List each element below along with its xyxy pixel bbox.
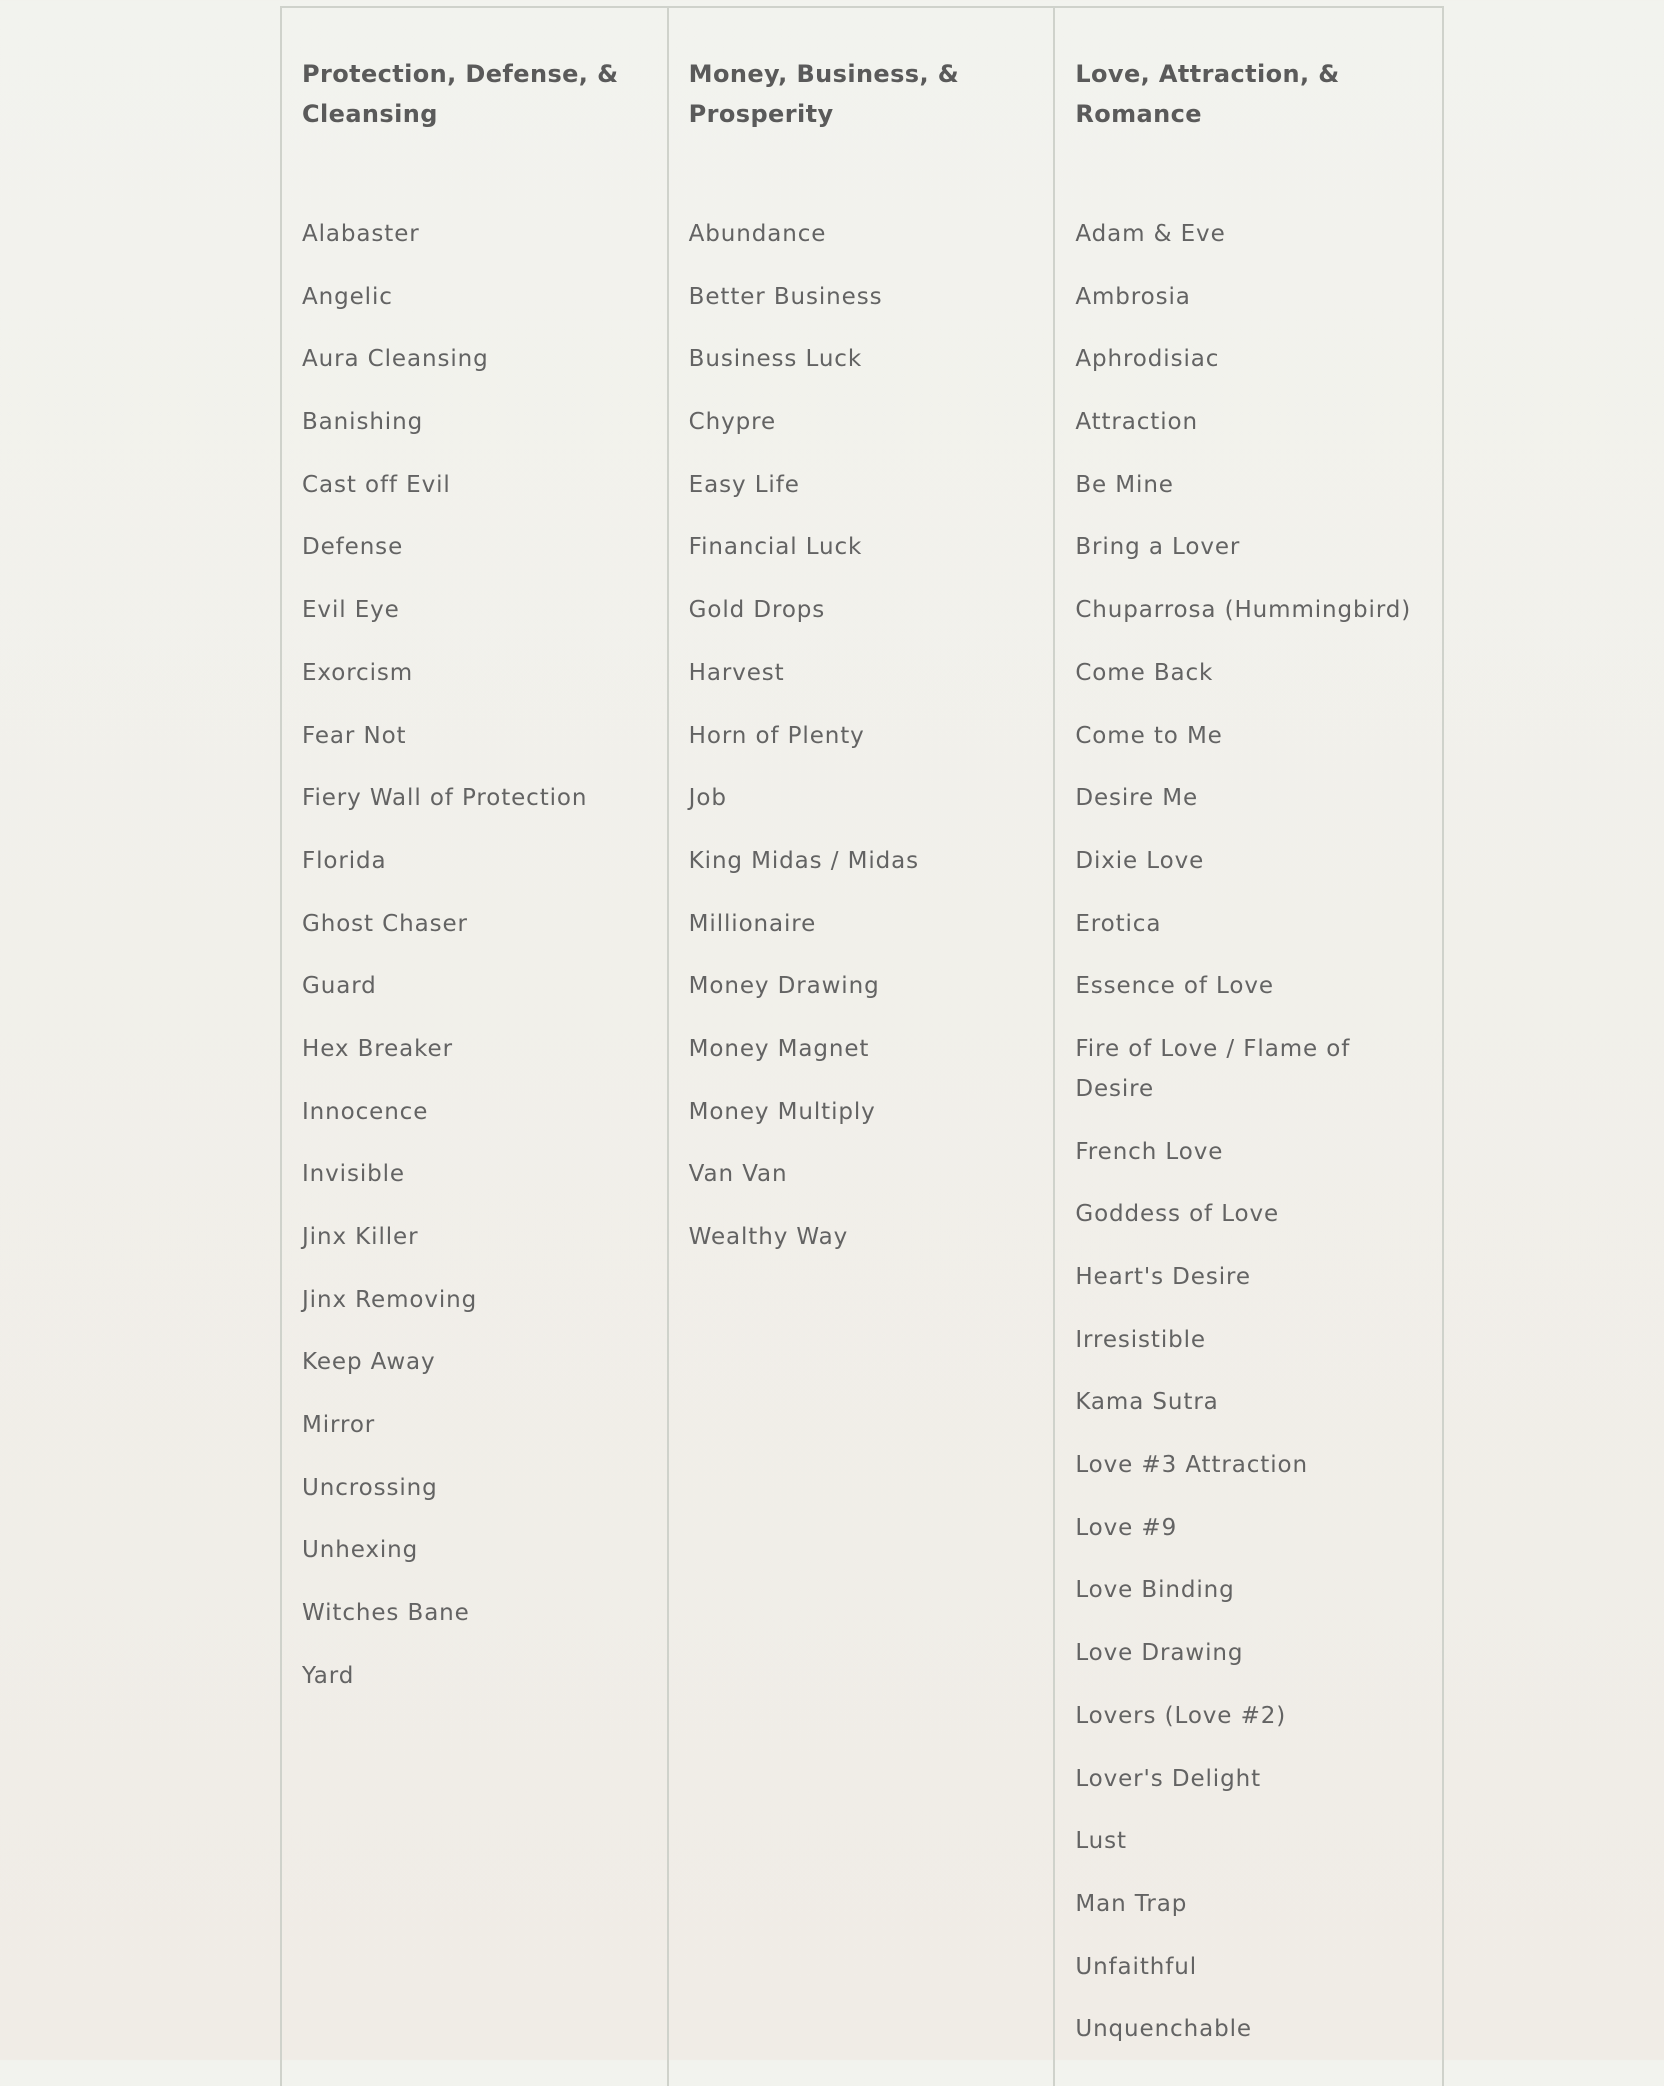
list-item: Invisible: [302, 1161, 405, 1188]
list-item: Dixie Love: [1075, 847, 1205, 874]
list-item: Come to Me: [1075, 722, 1223, 749]
list-item: Exorcism: [302, 659, 414, 686]
list-item: Lover's Delight: [1075, 1765, 1261, 1792]
column-heading: Love, Attraction, & Romance: [1075, 60, 1340, 128]
list-item: Irresistible: [1075, 1326, 1206, 1353]
list-item: Financial Luck: [688, 534, 863, 561]
list-item: Banishing: [302, 409, 424, 436]
list-item: French Love: [1075, 1138, 1224, 1165]
list-item: Witches Bane: [302, 1600, 470, 1627]
list-item: Unhexing: [302, 1537, 419, 1564]
list-item: Job: [688, 785, 727, 812]
list-item: Wealthy Way: [688, 1224, 849, 1250]
list-item: Keep Away: [302, 1349, 436, 1376]
list-item: Yard: [302, 1662, 355, 1689]
list-item: Love Binding: [1075, 1577, 1235, 1604]
list-item: Be Mine: [1075, 471, 1174, 498]
list-item: Unquenchable: [1075, 2016, 1252, 2043]
list-item: Ambrosia: [1075, 283, 1191, 310]
list-item: Hex Breaker: [302, 1035, 453, 1062]
list-item: Jinx Killer: [302, 1224, 419, 1250]
list-item: Chypre: [688, 409, 777, 436]
list-item: Easy Life: [688, 471, 800, 498]
list-item: Millionaire: [688, 910, 817, 937]
column-heading: Money, Business, & Prosperity: [688, 60, 960, 128]
list-item: Kama Sutra: [1075, 1389, 1219, 1416]
list-item: Attraction: [1075, 409, 1198, 436]
list-item: Aura Cleansing: [302, 346, 489, 373]
column-love: [1055, 8, 1442, 2086]
list-item: Horn of Plenty: [688, 722, 865, 749]
list-item: Guard: [302, 973, 377, 1000]
list-item: Better Business: [688, 283, 883, 310]
item-list: [689, 214, 1032, 1257]
list-item: Lovers (Love #2): [1075, 1702, 1287, 1729]
list-item: Fear Not: [302, 722, 407, 749]
column-protection: [282, 8, 669, 2086]
list-item: Chuparrosa (Hummingbird): [1075, 597, 1412, 624]
list-item: Harvest: [688, 659, 785, 686]
list-item: Love #9: [1075, 1514, 1178, 1541]
list-item: Love Drawing: [1075, 1640, 1244, 1667]
list-item: Love #3 Attraction: [1075, 1452, 1308, 1479]
list-item: Money Multiply: [688, 1098, 876, 1125]
item-list: [302, 214, 645, 1696]
column-money: [669, 8, 1056, 2086]
column-heading: Protection, Defense, & Cleansing: [302, 60, 619, 128]
list-item: Fiery Wall of Protection: [302, 785, 588, 812]
list-item: Alabaster: [302, 221, 420, 247]
list-item: Adam & Eve: [1075, 221, 1226, 247]
list-item: Mirror: [302, 1412, 376, 1439]
list-item: Come Back: [1075, 659, 1214, 686]
list-item: Heart's Desire: [1075, 1264, 1251, 1290]
list-item: Cast off Evil: [302, 471, 451, 498]
list-item: Bring a Lover: [1075, 534, 1241, 561]
list-item: Uncrossing: [302, 1474, 438, 1501]
item-list: [1075, 214, 1420, 2049]
list-item: Jinx Removing: [302, 1286, 478, 1313]
list-item: Ghost Chaser: [302, 910, 468, 937]
list-item: Lust: [1075, 1828, 1127, 1855]
list-item: Florida: [302, 847, 387, 874]
list-item: King Midas / Midas: [688, 847, 920, 874]
list-item: Desire Me: [1075, 785, 1199, 812]
list-item: Abundance: [688, 221, 827, 247]
list-item: Goddess of Love: [1075, 1201, 1280, 1228]
list-item: Innocence: [302, 1098, 429, 1125]
list-item: Defense: [302, 534, 404, 561]
list-item: Money Magnet: [688, 1035, 870, 1062]
list-item: Unfaithful: [1075, 1953, 1197, 1980]
list-item: Man Trap: [1075, 1890, 1188, 1917]
list-item: Evil Eye: [302, 597, 400, 624]
list-item: Aphrodisiac: [1075, 346, 1220, 373]
category-table: [280, 6, 1444, 2086]
list-item: Angelic: [302, 283, 393, 310]
list-item: Van Van: [688, 1161, 788, 1188]
list-item: Business Luck: [688, 346, 863, 373]
list-item: Essence of Love: [1075, 973, 1274, 1000]
list-item: Money Drawing: [688, 973, 880, 1000]
list-item: Erotica: [1075, 910, 1162, 937]
list-item: Gold Drops: [688, 597, 826, 624]
list-item: Fire of Love / Flame of Desire: [1075, 1035, 1351, 1102]
